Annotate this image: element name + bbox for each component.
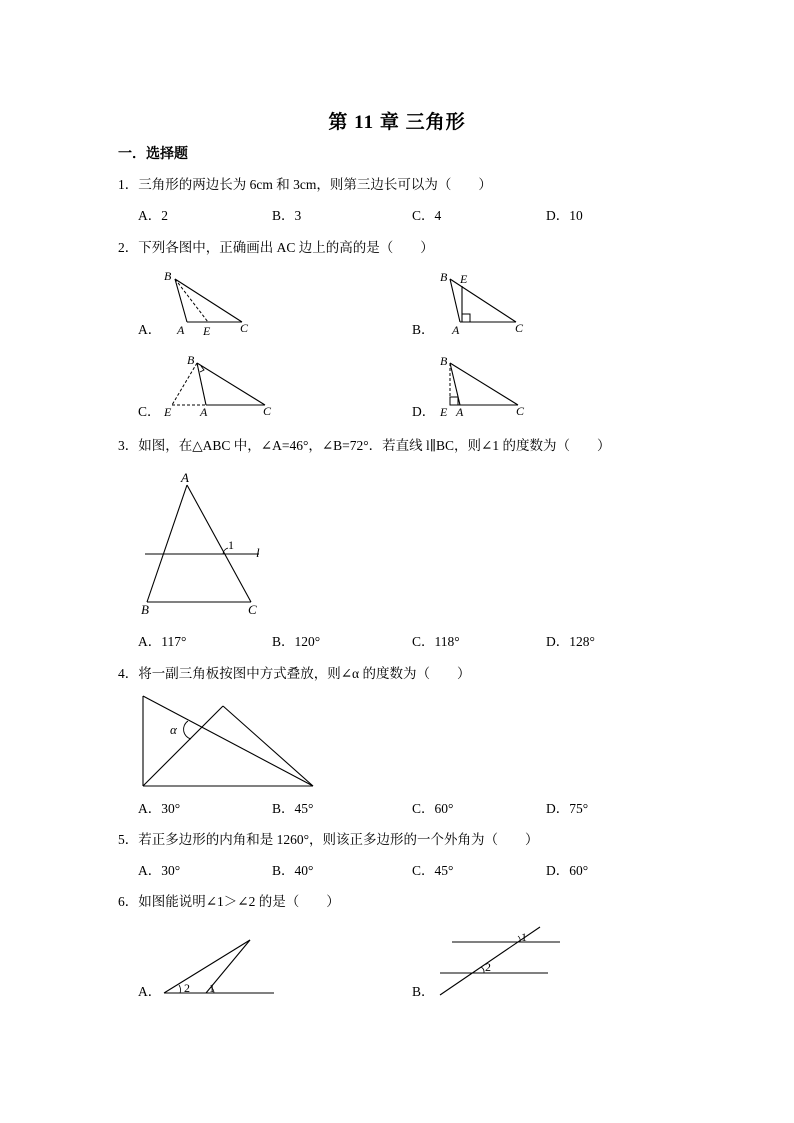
- q2-figure-c[interactable]: [160, 350, 280, 425]
- q5-option-d[interactable]: D．60°: [546, 863, 589, 878]
- q2-figure-b[interactable]: [432, 266, 532, 341]
- q4-option-a[interactable]: A．30°: [138, 801, 181, 816]
- q3-option-b[interactable]: B．120°: [272, 634, 321, 649]
- q5-option-c[interactable]: C．45°: [412, 863, 454, 878]
- point-a-label: A: [200, 405, 208, 419]
- angle-2-label: 2: [485, 960, 491, 974]
- point-a-label: A: [456, 405, 464, 419]
- q4-option-c[interactable]: C．60°: [412, 801, 454, 816]
- point-b-label: B: [440, 354, 448, 368]
- point-c-label: C: [263, 404, 272, 418]
- point-e-label: E: [164, 405, 172, 419]
- q3-option-a[interactable]: A．117°: [138, 634, 187, 649]
- section-heading: 一．选择题: [118, 147, 188, 162]
- question-2-stem: 2．下列各图中，正确画出 AC 边上的高的是（ ）: [118, 240, 434, 255]
- q3-figure: [135, 465, 275, 625]
- q4-figure: [135, 690, 325, 795]
- q6-figure-b[interactable]: [432, 925, 572, 1000]
- q6-figure-a[interactable]: [160, 935, 280, 1000]
- q1-option-d[interactable]: D．10: [546, 208, 583, 223]
- q3-option-c[interactable]: C．118°: [412, 634, 460, 649]
- vertex-b-label: B: [141, 602, 149, 617]
- point-b-label: B: [440, 270, 448, 284]
- question-4-stem: 4．将一副三角板按图中方式叠放，则∠α 的度数为（ ）: [118, 666, 471, 681]
- q6-option-a-label[interactable]: A．: [138, 984, 162, 999]
- q2-option-b-label[interactable]: B．: [412, 322, 435, 337]
- angle-2-label: 2: [184, 981, 190, 995]
- question-6-stem: 6．如图能说明∠1＞∠2 的是（ ）: [118, 894, 340, 909]
- angle-1-label: 1: [228, 538, 234, 552]
- question-3-stem: 3．如图，在△ABC 中，∠A=46°，∠B=72°．若直线 l∥BC，则∠1 的度数为（ ）: [118, 438, 611, 453]
- q3-option-d[interactable]: D．128°: [546, 634, 595, 649]
- q6-option-b-label[interactable]: B．: [412, 984, 435, 999]
- angle-1-label: 1: [521, 930, 527, 944]
- q5-option-b[interactable]: B．40°: [272, 863, 314, 878]
- point-a-label: A: [452, 323, 460, 337]
- q2-option-a-label[interactable]: A．: [138, 322, 162, 337]
- point-c-label: C: [240, 321, 249, 335]
- page-title: 第 11 章 三角形: [328, 112, 466, 133]
- q4-option-b[interactable]: B．45°: [272, 801, 314, 816]
- angle-1-label: 1: [209, 981, 215, 995]
- point-b-label: B: [187, 353, 195, 367]
- point-a-label: A: [177, 323, 185, 337]
- q4-option-d[interactable]: D．75°: [546, 801, 589, 816]
- q1-option-b[interactable]: B．3: [272, 208, 302, 223]
- line-l-label: l: [256, 545, 260, 560]
- q2-option-d-label[interactable]: D．: [412, 404, 436, 419]
- q2-option-c-label[interactable]: C．: [138, 404, 161, 419]
- q2-figure-d[interactable]: [432, 350, 532, 425]
- q1-option-a[interactable]: A．2: [138, 208, 168, 223]
- q2-figure-a[interactable]: [160, 266, 260, 341]
- point-e-label: E: [460, 272, 468, 286]
- point-e-label: E: [440, 405, 448, 419]
- vertex-c-label: C: [248, 602, 257, 617]
- question-1-stem: 1．三角形的两边长为 6cm 和 3cm，则第三边长可以为（ ）: [118, 177, 492, 192]
- point-e-label: E: [203, 324, 211, 338]
- point-c-label: C: [516, 404, 525, 418]
- q5-option-a[interactable]: A．30°: [138, 863, 181, 878]
- vertex-a-label: A: [181, 470, 189, 485]
- angle-alpha-label: α: [170, 722, 177, 737]
- point-b-label: B: [164, 269, 172, 283]
- point-c-label: C: [515, 321, 524, 335]
- question-5-stem: 5．若正多边形的内角和是 1260°，则该正多边形的一个外角为（ ）: [118, 832, 539, 847]
- q1-option-c[interactable]: C．4: [412, 208, 442, 223]
